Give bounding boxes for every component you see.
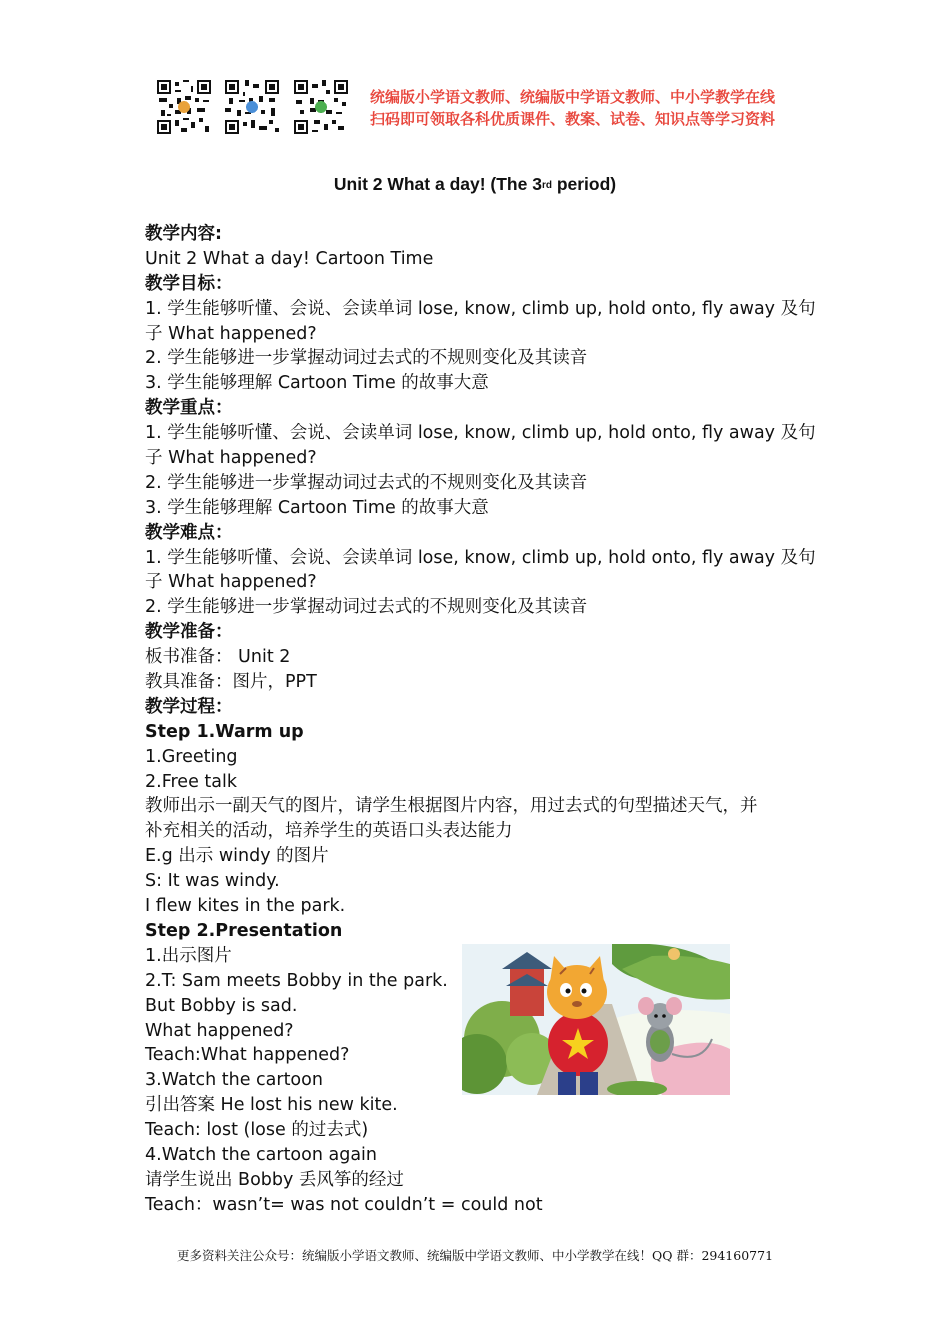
text-line: 教具准备：图片，PPT xyxy=(145,672,317,693)
banner-line: 扫码即可领取各科优质课件、教案、试卷、知识点等学习资料 xyxy=(370,110,776,128)
title-end: period) xyxy=(551,174,617,194)
text-line: 请学生说出 Bobby 丢风筝的经过 xyxy=(145,1169,404,1190)
section-heading: Step 2.Presentation xyxy=(145,920,343,941)
text-line: 3.Watch the cartoon xyxy=(145,1070,323,1091)
text-line: E.g 出示 windy 的图片 xyxy=(145,846,329,867)
text-line: 1.Greeting xyxy=(145,746,238,767)
text-line: 板书准备： Unit 2 xyxy=(145,647,291,668)
title-main: Unit 2 What a day! (The 3 xyxy=(333,174,542,194)
text-line: 引出答案 He lost his new kite. xyxy=(145,1095,398,1116)
section-heading: 教学重点： xyxy=(145,398,233,419)
text-line: I flew kites in the park. xyxy=(145,896,346,917)
text-line: 教师出示一副天气的图片，请学生根据图片内容，用过去式的句型描述天气，并 xyxy=(145,796,758,817)
text-line: 1. 学生能够听懂、会说、会读单词 lose, know, climb up, hold onto, fly away 及句 xyxy=(145,298,816,319)
text-line: Teach:What happened? xyxy=(145,1045,350,1066)
text-line: Unit 2 What a day! Cartoon Time xyxy=(145,248,434,269)
text-line: 子 What happened? xyxy=(145,448,317,469)
text-line: 子 What happened? xyxy=(145,323,317,344)
cartoon-sam-and-bobby-illustration xyxy=(462,944,730,1095)
text-line: 1. 学生能够听懂、会说、会读单词 lose, know, climb up, hold onto, fly away 及句 xyxy=(145,547,816,568)
page-title xyxy=(0,174,950,195)
text-line: Teach：wasn’t= was not couldn’t = could not xyxy=(145,1194,543,1215)
text-line: S: It was windy. xyxy=(145,871,280,892)
qr-code-icon[interactable] xyxy=(225,80,279,134)
text-line: 3. 学生能够理解 Cartoon Time 的故事大意 xyxy=(145,373,489,394)
text-line: 2. 学生能够进一步掌握动词过去式的不规则变化及其读音 xyxy=(145,597,588,618)
section-heading: 教学目标： xyxy=(145,273,233,294)
text-line: 子 What happened? xyxy=(145,572,317,593)
text-line: 4.Watch the cartoon again xyxy=(145,1144,378,1165)
qr-code-icon[interactable] xyxy=(157,80,211,134)
text-line: 2.Free talk xyxy=(145,771,237,792)
section-heading: 教学内容: xyxy=(145,224,222,244)
section-heading: 教学难点： xyxy=(145,522,233,543)
section-heading: 教学过程： xyxy=(145,696,233,717)
text-line: 1. 学生能够听懂、会说、会读单词 lose, know, climb up, hold onto, fly away 及句 xyxy=(145,423,816,444)
text-line: 补充相关的活动，培养学生的英语口头表达能力 xyxy=(145,821,513,842)
banner-line: 统编版小学语文教师、统编版中学语文教师、中小学教学在线 xyxy=(370,88,776,106)
text-line: 2. 学生能够进一步掌握动词过去式的不规则变化及其读音 xyxy=(145,348,588,369)
section-heading: Step 1.Warm up xyxy=(145,721,304,742)
text-line: Teach: lost (lose 的过去式) xyxy=(145,1120,369,1141)
page-footer: 更多资料关注公众号：统编版小学语文教师、统编版中学语文教师、中小学教学在线！QQ 群：294160771 xyxy=(176,1248,774,1263)
section-heading: 教学准备： xyxy=(145,622,233,643)
qr-code-icon[interactable] xyxy=(294,80,348,134)
promo-banner xyxy=(370,86,830,130)
text-line: 3. 学生能够理解 Cartoon Time 的故事大意 xyxy=(145,497,489,518)
title-superscript: rd xyxy=(541,180,552,191)
text-line: 2. 学生能够进一步掌握动词过去式的不规则变化及其读音 xyxy=(145,472,588,493)
text-line: 1.出示图片 xyxy=(145,945,232,966)
text-line: 2.T: Sam meets Bobby in the park. xyxy=(145,970,448,991)
text-line: What happened? xyxy=(145,1020,294,1041)
text-line: But Bobby is sad. xyxy=(145,995,298,1016)
header xyxy=(157,80,817,136)
